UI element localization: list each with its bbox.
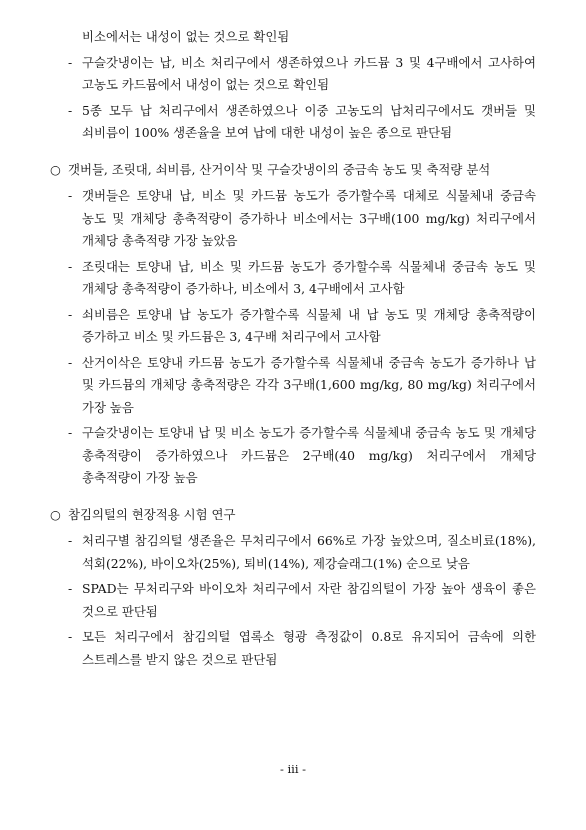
- dash-bullet: -: [68, 54, 73, 70]
- paragraph-text: 5종 모두 납 처리구에서 생존하였으나 이중 고농도의 납처리구에서도 갯버들 및 쇠비름이 100% 생존율을 보여 납에 대한 내성이 높은 종으로 판단됨: [82, 102, 536, 140]
- report-body: [50, 26, 536, 674]
- dash-bullet: -: [68, 629, 73, 644]
- paragraph-text: 산거이삭은 토양내 카드뮴 농도가 증가할수록 식물체내 중금속 농도가 증가하나 납 및 카드뮴의 개체당 총축적량은 각각 3구배(1,600 mg/kg, 80 mg/kg) 처리구에서 가장 높음: [82, 354, 536, 415]
- dash-item: [50, 422, 536, 490]
- dash-bullet: -: [68, 581, 73, 596]
- paragraph-text: 처리구별 참김의털 생존율은 무처리구에서 66%로 가장 높았으며, 질소비료(18%), 석회(22%), 바이오차(25%), 퇴비(14%), 제강슬래그(1%) 순으로 낮음: [82, 533, 536, 571]
- paragraph-text: 모든 처리구에서 참김의털 엽록소 형광 측정값이 0.8로 유지되어 금속에 의한 스트레스를 받지 않은 것으로 판단됨: [82, 629, 536, 667]
- section-heading: [50, 159, 536, 182]
- circle-bullet: ○: [50, 161, 61, 177]
- dash-bullet: -: [68, 102, 73, 118]
- paragraph-text: 조릿대는 토양내 납, 비소 및 카드뮴 농도가 증가할수록 식물체내 중금속 농도 및 개체당 총축적량이 증가하나, 비소에서 3, 4구배에서 고사함: [82, 258, 536, 296]
- paragraph-text: 쇠비름은 토양내 납 농도가 증가할수록 식물체 내 납 농도 및 개체당 총축적량이 증가하고 비소 및 카드뮴은 3, 4구배 처리구에서 고사함: [82, 306, 536, 344]
- page-number: - iii -: [279, 762, 307, 776]
- dash-bullet: -: [68, 258, 73, 274]
- dash-item: [50, 256, 536, 301]
- paragraph-text: SPAD는 무처리구와 바이오차 처리구에서 자란 참김의털이 가장 높아 생육이 좋은 것으로 판단됨: [82, 581, 536, 619]
- circle-bullet: ○: [50, 506, 61, 522]
- section-heading-text: 참김의털의 현장적용 시험 연구: [68, 506, 236, 522]
- paragraph-text: 구슬갓냉이는 납, 비소 처리구에서 생존하였으나 카드뮴 3 및 4구배에서 고사하여 고농도 카드뮴에서 내성이 없는 것으로 확인됨: [82, 54, 536, 92]
- dash-bullet: -: [68, 188, 73, 203]
- dash-item: [50, 185, 536, 253]
- dash-bullet: -: [68, 533, 73, 548]
- dash-item: [50, 304, 536, 349]
- section-heading: [50, 504, 536, 527]
- paragraph-text: 구슬갓냉이는 토양내 납 및 비소 농도가 증가할수록 식물체내 중금속 농도 및 개체당 총축적량이 증가하였으나 카드뮴은 2구배(40 mg/kg) 처리구에서 개체당 총축적량이 가장 높음: [82, 425, 536, 485]
- dash-item: [50, 100, 536, 145]
- dash-bullet: -: [68, 306, 73, 322]
- dash-bullet: -: [68, 354, 73, 370]
- dash-bullet: -: [68, 425, 73, 440]
- dash-item: [50, 530, 536, 575]
- section-heading-text: 갯버들, 조릿대, 쇠비름, 산거이삭 및 구슬갓냉이의 중금속 농도 및 축적량 분석: [68, 161, 491, 177]
- dash-item: [50, 626, 536, 671]
- paragraph-text: 갯버들은 토양내 납, 비소 및 카드뮴 농도가 증가할수록 대체로 식물체내 중금속 농도 및 개체당 총축적량이 증가하나 비소에서는 3구배(100 mg/kg) 처리구에서 개체당 총축적량 가장 높았음: [82, 188, 536, 248]
- paragraph-text: 비소에서는 내성이 없는 것으로 확인됨: [82, 29, 290, 44]
- dash-item: [50, 578, 536, 623]
- dash-item: [50, 52, 536, 97]
- dash-item: [50, 352, 536, 420]
- paragraph-continuation: [50, 26, 536, 49]
